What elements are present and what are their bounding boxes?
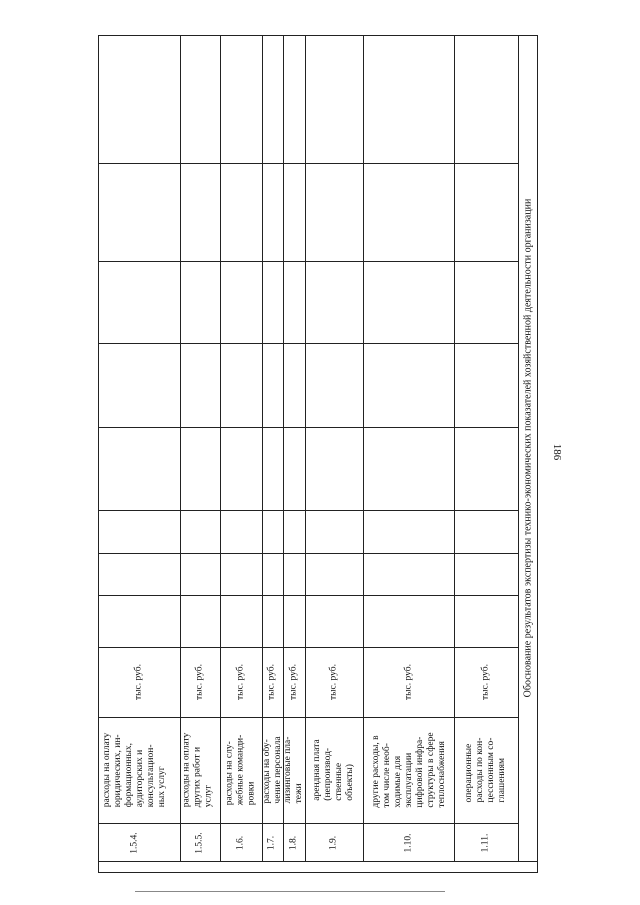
section-heading: Обоснование результатов экспертизы технико-экономических показателей хозяйственной деятельности организации [522, 198, 534, 698]
column-divider [98, 343, 519, 344]
row-unit: тыс. руб. [235, 664, 246, 700]
column-divider [98, 163, 519, 164]
row-divider [363, 35, 364, 861]
row-number: 1.6. [235, 835, 246, 851]
table-border-right [537, 35, 538, 873]
row-divider [305, 35, 306, 861]
row-name: расходы на оплату других работ и услуг [181, 732, 214, 808]
table-border-left [98, 35, 99, 873]
column-divider [98, 861, 538, 862]
column-divider [98, 823, 519, 824]
row-unit: тыс. руб. [328, 664, 339, 700]
row-unit: тыс. руб. [288, 664, 299, 700]
row-number: 1.7. [266, 835, 277, 851]
row-name: другие расходы, в том числе необ- ходимые для эксплуатации цифровой инфра- структуры в сфере теплоснабжения [370, 732, 447, 808]
row-number: 1.9. [328, 835, 339, 851]
table-border-top [98, 35, 538, 36]
row-divider [220, 35, 221, 861]
row-divider [454, 35, 455, 861]
row-unit: тыс. руб. [266, 664, 277, 700]
scan-artifact-line [135, 891, 445, 892]
row-name: арендная плата (непроизвод- ственные объекты) [312, 739, 355, 801]
row-name: операционные расходы по кон- цессионным со- глашениям [464, 737, 507, 803]
column-divider [98, 261, 519, 262]
row-name: лизинговые пла- тежи [283, 736, 304, 804]
row-number: 1.5.5. [194, 832, 205, 854]
row-name: расходы на слу- жебные команди- ровки [224, 734, 257, 806]
row-unit: тыс. руб. [133, 664, 144, 700]
column-divider [98, 553, 519, 554]
row-number: 1.11. [480, 833, 491, 853]
row-number: 1.8. [288, 835, 299, 851]
row-name: расходы на обу- чение персонала [262, 736, 283, 804]
row-unit: тыс. руб. [194, 664, 205, 700]
table-border-bottom [98, 872, 538, 873]
column-divider [98, 510, 519, 511]
row-unit: тыс. руб. [480, 664, 491, 700]
expenses-table [98, 35, 538, 873]
column-divider [98, 717, 519, 718]
row-name: расходы на оплату юридических, ин- формационных, аудиторских и консультацион- ных услуг [102, 732, 167, 808]
column-divider [98, 647, 519, 648]
row-number: 1.10. [403, 833, 414, 853]
column-divider [98, 427, 519, 428]
page-number: 186 [551, 443, 563, 461]
row-divider [518, 35, 519, 861]
row-unit: тыс. руб. [403, 664, 414, 700]
column-divider [98, 595, 519, 596]
row-number: 1.5.4. [129, 832, 140, 854]
